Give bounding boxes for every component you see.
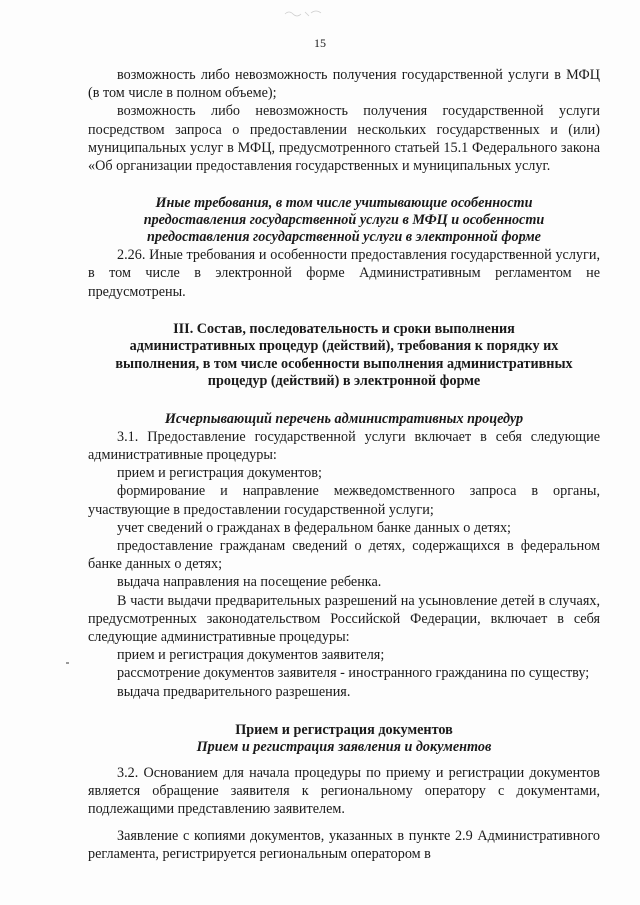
scan-speck xyxy=(66,662,69,664)
list-item-procedure: прием и регистрация документов заявителя; xyxy=(117,647,385,664)
heading-line: административных процедур (действий), требования к порядку их xyxy=(129,338,559,355)
section-heading-procedures-list: Исчерпывающий перечень административных процедур xyxy=(164,410,524,427)
paragraph-3-2: 3.2. Основанием для начала процедуры по приему и регистрации документов является обращение заявителя к региональному оператору с документами, подлежащими представлению заявителем. xyxy=(88,765,600,818)
list-item-procedure: формирование и направление межведомственного запроса в органы, участвующие в предоставлении государственной услуги; xyxy=(88,483,600,518)
chapter-heading-iii xyxy=(88,321,600,391)
document-body xyxy=(88,66,600,863)
heading-line: процедур (действий) в электронной форме xyxy=(207,373,481,390)
section-heading-reception: Прием и регистрация документов xyxy=(235,721,453,738)
heading-line: предоставления государственной услуги в МФЦ и особенности xyxy=(143,212,545,229)
paragraph-3-1: 3.1. Предоставление государственной услуги включает в себя следующие административные процедуры: xyxy=(88,428,600,464)
heading-line: предоставления государственной услуги в электронной форме xyxy=(147,229,541,246)
list-item-procedure: выдача направления на посещение ребенка. xyxy=(117,574,382,591)
list-item-procedure: учет сведений о гражданах в федеральном банке данных о детях; xyxy=(117,519,511,536)
heading-line: Иные требования, в том числе учитывающие особенности xyxy=(155,195,533,212)
section-heading-other-requirements xyxy=(88,195,600,246)
paragraph-mfc-possibility: возможность либо невозможность получения государственной услуги в МФЦ (в том числе в полном объеме); xyxy=(88,67,600,102)
list-item-procedure: предоставление гражданам сведений о детях, содержащихся в федеральном банке данных о детях; xyxy=(88,538,600,573)
paragraph-application-copies: Заявление с копиями документов, указанных в пункте 2.9 Административного регламента, регистрируется региональным оператором в xyxy=(88,827,600,862)
list-item-procedure: выдача предварительного разрешения. xyxy=(117,683,351,700)
list-item-procedure: рассмотрение документов заявителя - иностранного гражданина по существу; xyxy=(117,665,590,682)
paragraph-mfc-request: возможность либо невозможность получения государственной услуги посредством запроса о предоставлении нескольких государственных и (или) муниципальных услуг в МФЦ, предусмотренного статьей 15.1 Федерального закона «Об организации предоставления государственных и муниципальных услуг. xyxy=(88,103,600,175)
heading-line: выполнения, в том числе особенности выполнения административных xyxy=(115,355,573,372)
subsection-heading-reception: Прием и регистрация заявления и документов xyxy=(196,739,492,756)
paragraph-2-26: 2.26. Иные требования и особенности предоставления государственной услуги, в том числе в электронной форме Административным регламентом не предусмотрены. xyxy=(88,247,600,300)
paragraph-adoption-permits: В части выдачи предварительных разрешений на усыновление детей в случаях, предусмотренных законодательством Российской Федерации, включает в себя следующие административные процедуры: xyxy=(88,592,600,646)
scan-artifact-mark xyxy=(283,8,323,18)
heading-line: III. Состав, последовательность и сроки выполнения xyxy=(173,320,515,337)
list-item-procedure: прием и регистрация документов; xyxy=(117,465,322,482)
page-number: 15 xyxy=(314,36,326,50)
